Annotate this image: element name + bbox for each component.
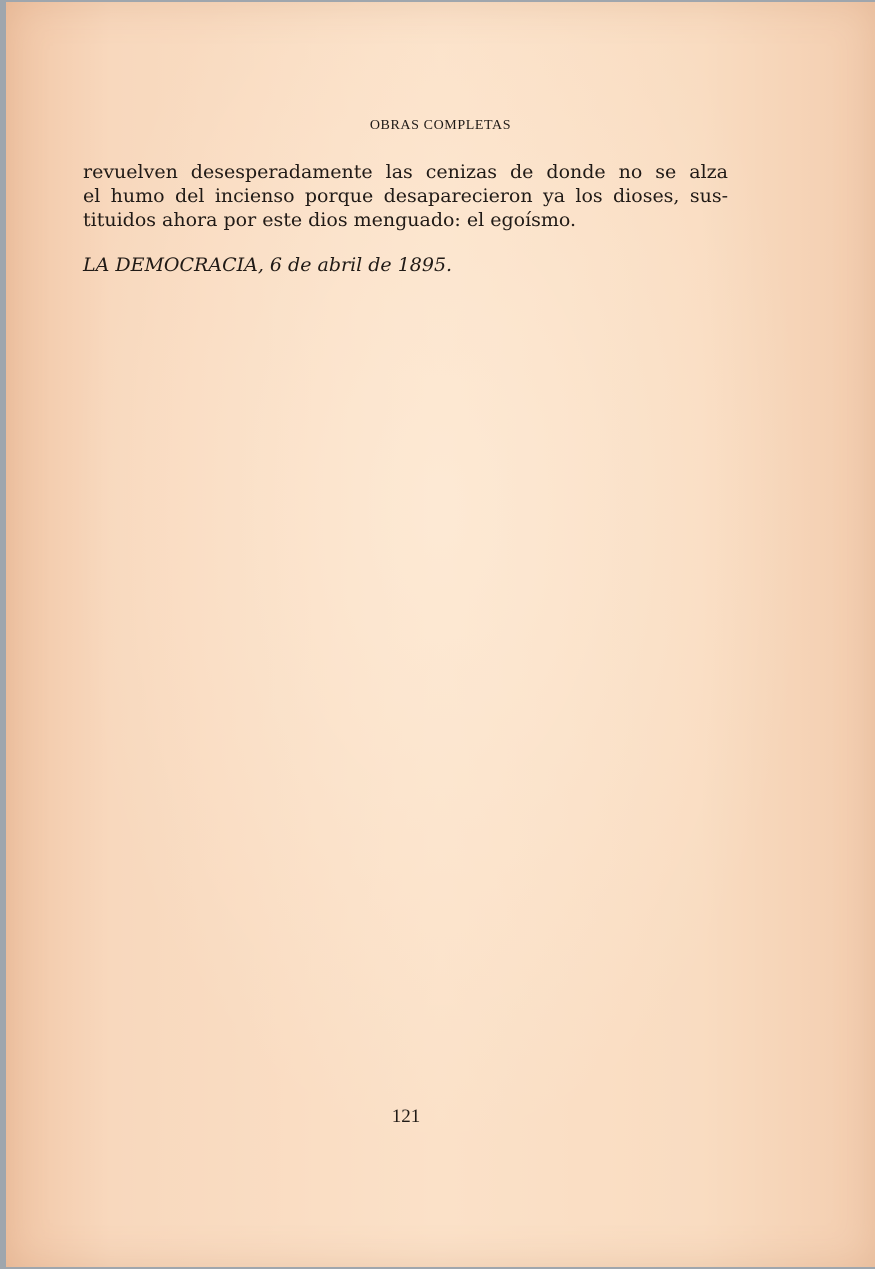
body-paragraph bbox=[83, 160, 728, 232]
text-line: el humo del incienso porque desaparecieron ya los dioses, sus- bbox=[83, 185, 728, 207]
source-citation: LA DEMOCRACIA, 6 de abril de 1895. bbox=[83, 254, 453, 276]
book-page bbox=[6, 2, 875, 1267]
text-line: tituidos ahora por este dios menguado: el egoísmo. bbox=[83, 209, 577, 231]
running-header: OBRAS COMPLETAS bbox=[369, 118, 512, 133]
text-line: revuelven desesperadamente las cenizas de donde no se alza bbox=[83, 161, 728, 183]
page-number: 121 bbox=[391, 1106, 421, 1127]
